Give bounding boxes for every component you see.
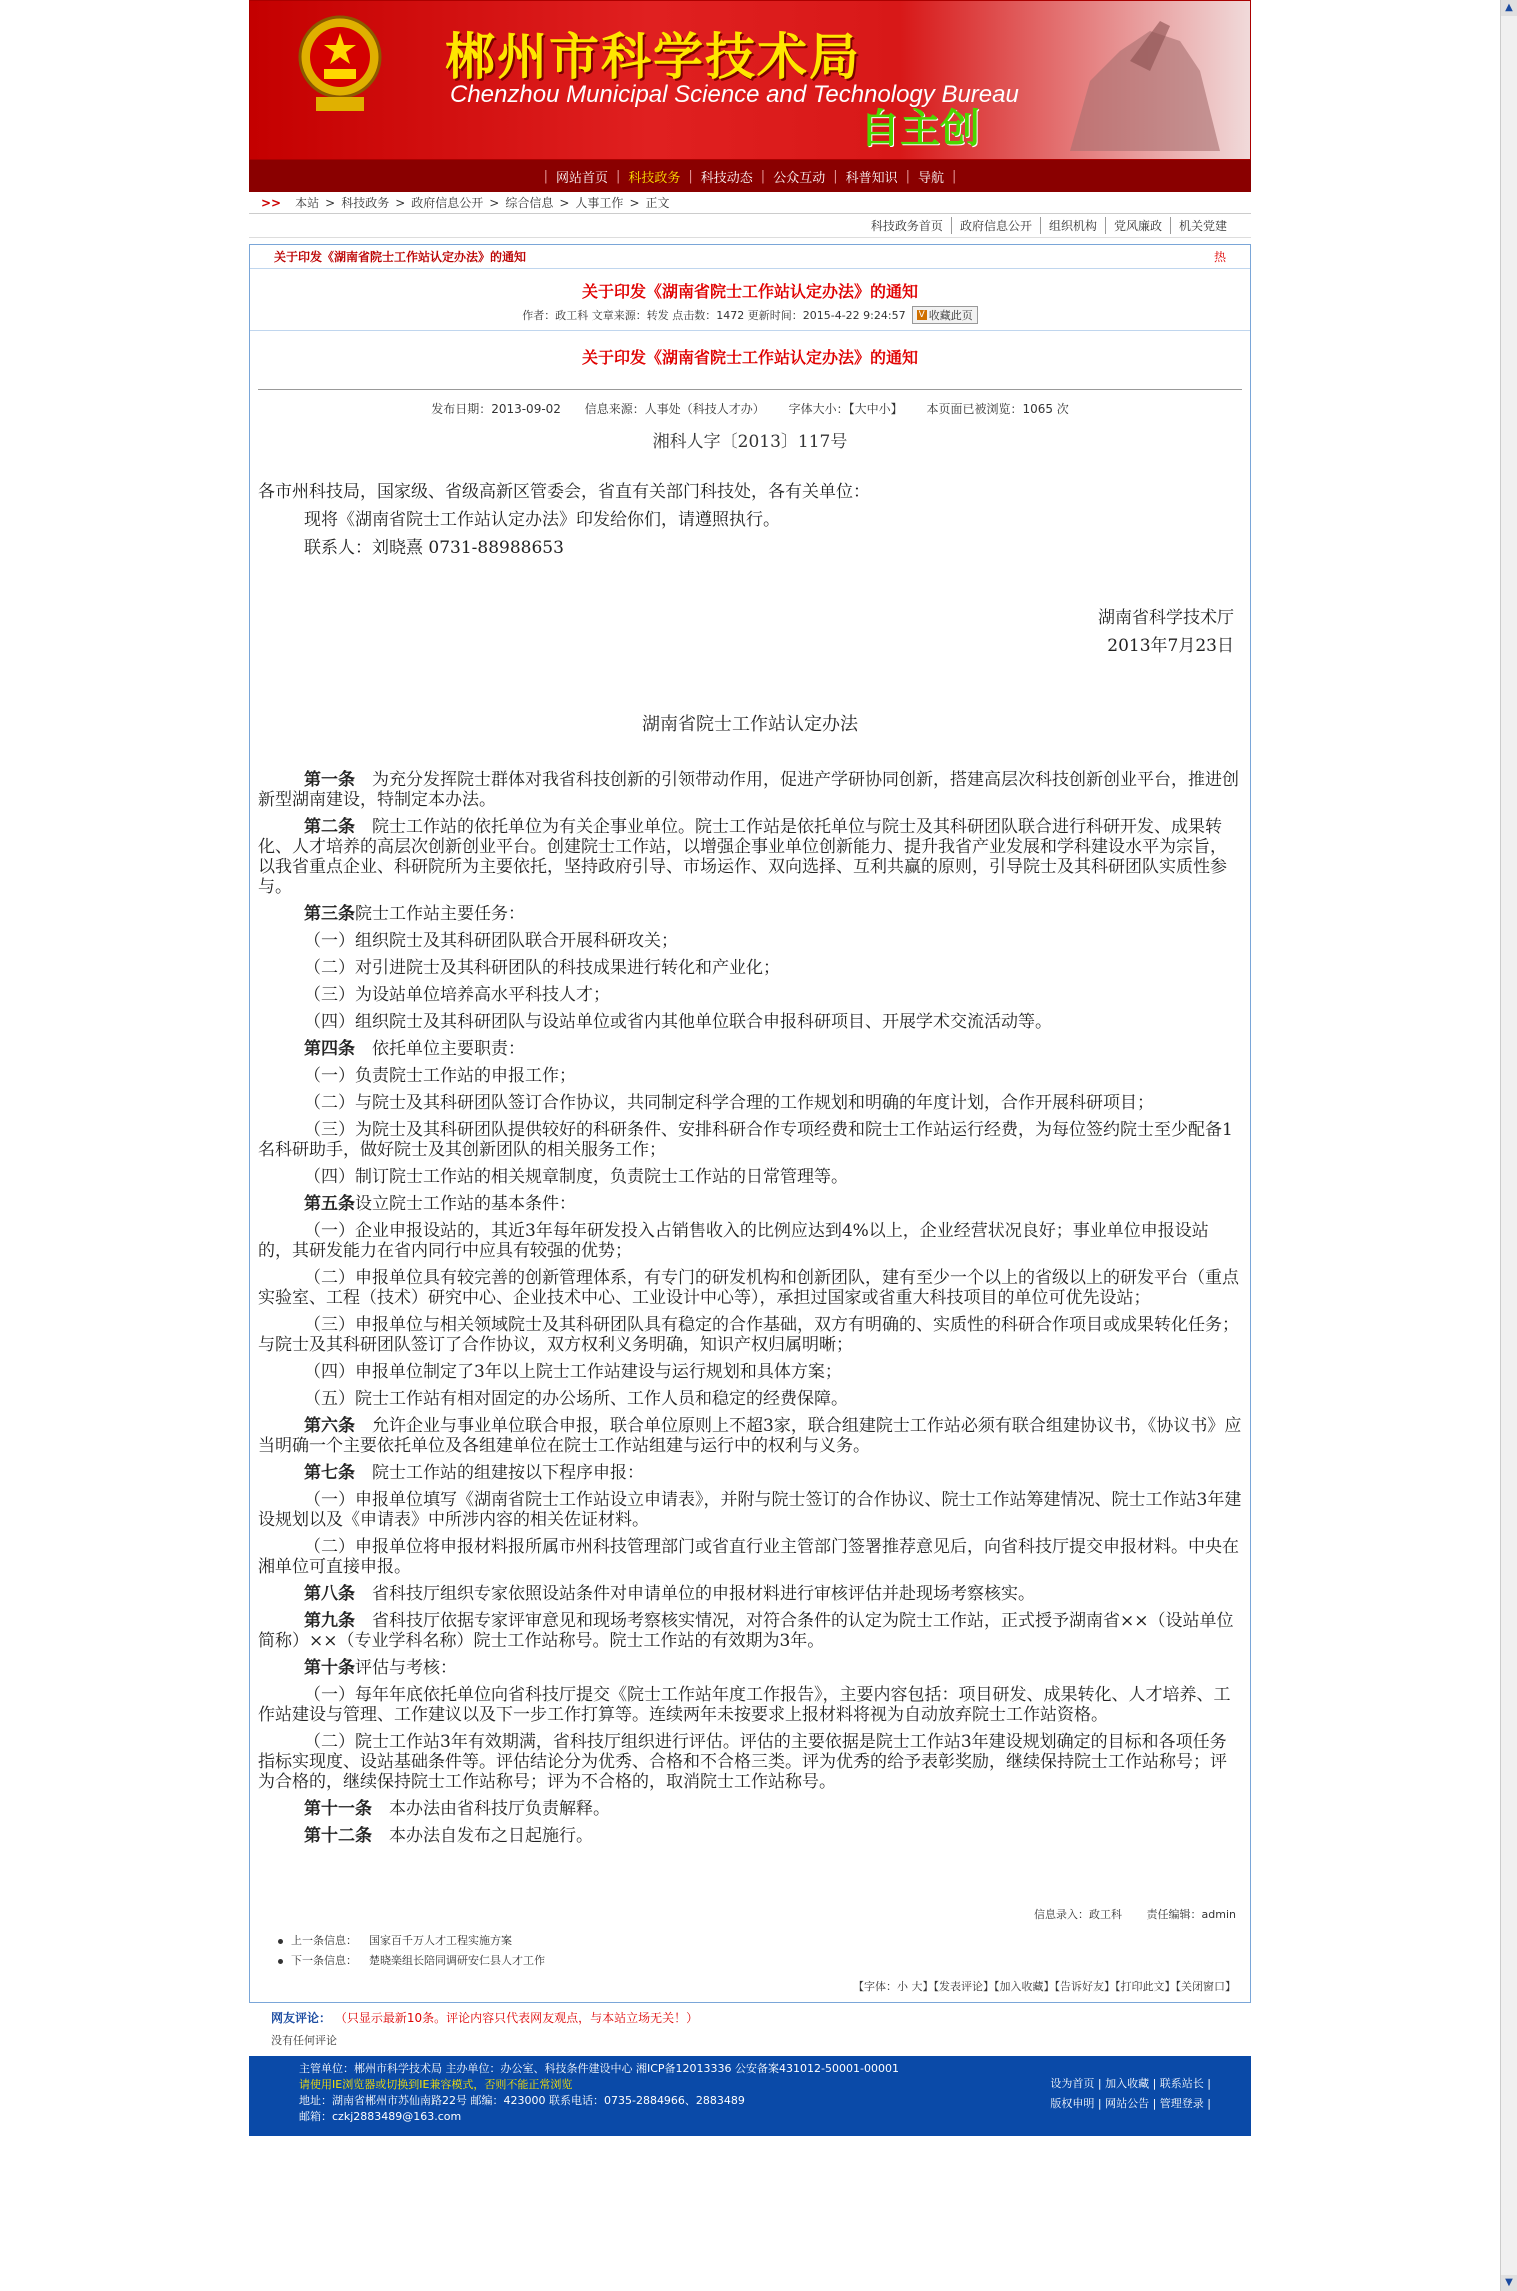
- statue-image: [1010, 1, 1250, 160]
- site-banner: [249, 0, 1251, 160]
- info-source: 信息来源：人事处（科技人才办）: [584, 402, 765, 416]
- article-text: 允许企业与事业单位联合申报，联合单位原则上不超3家，联合组建院士工作站必须有联合组建协议书，《协议书》应当明确一个主要依托单位及各组建单位在院士工作站组建与运行中的权利与义务。: [258, 1416, 1242, 1456]
- regulation-paragraph: [258, 1268, 1242, 1308]
- regulation-paragraph: [258, 958, 1242, 978]
- view-count: 本页面已被浏览：1065 次: [926, 402, 1069, 416]
- article-heading: 第二条: [304, 817, 355, 837]
- breadcrumb-item[interactable]: 人事工作: [575, 196, 624, 210]
- next-link[interactable]: 楚晓楽组长陪同调研安仁县人才工作: [369, 1954, 545, 1967]
- article-text: （二）申报单位将申报材料报所属市州科技管理部门或省直行业主管部门签署推荐意见后，向省科技厅提交申报材料。中央在湘单位可直接申报。: [258, 1537, 1239, 1577]
- breadcrumb-current: 正文: [645, 196, 670, 210]
- regulation-paragraph: [258, 1537, 1242, 1577]
- slogan-text: 自主创: [860, 106, 980, 152]
- addressee: 各市州科技局，国家级、省级高新区管委会，省直有关部门科技处，各有关单位：: [258, 482, 870, 502]
- nav-item-guide[interactable]: 导航: [918, 170, 945, 186]
- breadcrumb-item[interactable]: 科技政务: [341, 196, 390, 210]
- national-emblem-icon: [298, 13, 382, 117]
- article-heading: 第三条: [304, 904, 355, 924]
- article-text: 院士工作站主要任务：: [355, 904, 525, 924]
- subnav-item[interactable]: 机关党建: [1170, 217, 1235, 234]
- regulation-title: 湖南省院士工作站认定办法: [642, 714, 858, 735]
- subnav-item[interactable]: 政府信息公开: [951, 217, 1040, 234]
- footer-links-row[interactable]: 设为首页 | 加入收藏 | 联系站长 |: [1050, 2077, 1211, 2090]
- breadcrumb-item[interactable]: 综合信息: [505, 196, 554, 210]
- article-meta: [250, 306, 1250, 324]
- article-heading: 第十条: [304, 1658, 355, 1678]
- regulation-paragraph: [258, 1658, 1242, 1678]
- article-text: （四）制订院士工作站的相关规章制度，负责院士工作站的日常管理等。: [304, 1167, 848, 1187]
- issue-date: 2013年7月23日: [1107, 636, 1234, 656]
- article-heading: 第十一条: [304, 1799, 372, 1819]
- article-text: （一）负责院士工作站的申报工作；: [304, 1066, 576, 1086]
- footer-address: 地址：湖南省郴州市苏仙南路22号 邮编：423000 联系电话：0735-2884966、2883489: [299, 2094, 745, 2107]
- nav-item-news[interactable]: 科技动态: [700, 170, 753, 186]
- regulation-paragraph: [258, 1039, 1242, 1059]
- article-text: 为充分发挥院士群体对我省科技创新的引领带动作用，促进产学研协同创新，搭建高层次科技创新创业平台，推进创新型湖南建设，特制定本办法。: [258, 770, 1239, 810]
- regulation-paragraph: [258, 1167, 1242, 1187]
- nav-item-knowledge[interactable]: 科普知识: [845, 170, 898, 186]
- regulation-paragraph: [258, 1315, 1242, 1355]
- footer-links: [1050, 2074, 1211, 2114]
- footer-email: 邮箱：czkj2883489@163.com: [299, 2110, 462, 2123]
- regulation-paragraph: [258, 1389, 1242, 1409]
- article-text: （五）院士工作站有相对固定的办公场所、工作人员和稳定的经费保障。: [304, 1389, 848, 1409]
- box-title: 关于印发《湖南省院士工作站认定办法》的通知: [274, 250, 527, 264]
- regulation-paragraph: [258, 770, 1242, 810]
- article-text: 本办法由省科技厅负责解释。: [372, 1799, 610, 1819]
- article-heading: 第十二条: [304, 1826, 372, 1846]
- nav-item-interaction[interactable]: 公众互动: [773, 170, 826, 186]
- subnav-item[interactable]: 科技政务首页: [870, 219, 943, 233]
- scroll-up-icon[interactable]: ▲: [1501, 0, 1517, 16]
- comments-note: （只显示最新10条。评论内容只代表网友观点，与本站立场无关！）: [334, 2011, 699, 2025]
- regulation-paragraph: [258, 1732, 1242, 1792]
- article-heading: 第九条: [304, 1611, 355, 1631]
- contact-line: 联系人：刘晓熹 0731-88988653: [304, 538, 564, 558]
- hot-badge: 热: [1213, 250, 1226, 264]
- regulation-articles: [258, 770, 1242, 1846]
- regulation-paragraph: [258, 1416, 1242, 1456]
- article-text: （四）申报单位制定了3年以上院士工作站建设与运行规划和具体方案；: [304, 1362, 842, 1382]
- article-text: （二）与院士及其科研团队签订合作协议，共同制定科学合理的工作规划和明确的年度计划，合作开展科研项目；: [304, 1093, 1154, 1113]
- site-title-english: Chenzhou Municipal Science and Technology Bureau: [450, 81, 1019, 108]
- breadcrumb-item[interactable]: 政府信息公开: [411, 196, 484, 210]
- editor-info: [258, 1906, 1242, 1922]
- regulation-paragraph: [258, 1221, 1242, 1261]
- article-text: 本办法自发布之日起施行。: [372, 1826, 593, 1846]
- article-meta-text: 作者：政工科 文章来源：转发 点击数：1472 更新时间：2015-4-22 9:24:57: [522, 309, 906, 322]
- nav-item-gov[interactable]: 科技政务: [628, 170, 681, 186]
- regulation-paragraph: [258, 1490, 1242, 1530]
- vertical-scrollbar[interactable]: [1500, 0, 1517, 2291]
- regulation-paragraph: [258, 1799, 1242, 1819]
- prev-next-links: [258, 1932, 1242, 1968]
- article-text: 院士工作站的依托单位为有关企事业单位。院士工作站是依托单位与院士及其科研团队联合进行科研开发、成果转化、人才培养的高层次创新创业平台。创建院士工作站，以增强企事业单位创新能力、提升我省产业发展和学科建设水平为宗旨，以我省重点企业、科研院所为主要依托，坚持政府引导、市场运作、双向选择、互利共赢的原则，引导院士及其科研团队实质性参与。: [258, 817, 1227, 897]
- nav-item-home[interactable]: 网站首页: [555, 170, 608, 186]
- site-footer: [249, 2056, 1251, 2136]
- issuer: 湖南省科学技术厅: [1098, 608, 1234, 628]
- article-heading: 第八条: [304, 1584, 355, 1604]
- favorite-icon: V: [918, 310, 925, 320]
- article-content: [250, 345, 1250, 2002]
- article-text: 省科技厅依据专家评审意见和现场考察核实情况，对符合条件的认定为院士工作站，正式授予湖南省××（设站单位简称）××（专业学科名称）院士工作站称号。院士工作站的有效期为3年。: [258, 1611, 1234, 1651]
- bullet-icon: [278, 1959, 283, 1964]
- breadcrumb-arrow-icon: >>: [261, 195, 282, 210]
- regulation-paragraph: [258, 904, 1242, 924]
- footer-warning: 请使用IE浏览器或切换到IE兼容模式，否则不能正常浏览: [299, 2078, 573, 2091]
- editor-by: 责任编辑：admin: [1146, 1908, 1236, 1921]
- favorite-label: 收藏此页: [928, 309, 973, 322]
- footer-line: 主管单位：郴州市科学技术局 主办单位：办公室、科技条件建设中心 湘ICP备12013336 公安备案431012-50001-00001: [299, 2062, 899, 2075]
- article-box: [249, 244, 1251, 2003]
- regulation-paragraph: [258, 1093, 1242, 1113]
- subnav-item[interactable]: 组织机构: [1040, 217, 1105, 234]
- regulation-paragraph: [258, 1611, 1242, 1651]
- subnav-item[interactable]: 党风廉政: [1105, 217, 1170, 234]
- bullet-icon: [278, 1939, 283, 1944]
- regulation-paragraph: [258, 1584, 1242, 1604]
- article-text: （一）组织院士及其科研团队联合开展科研攻关；: [304, 931, 678, 951]
- article-text: 依托单位主要职责：: [355, 1039, 525, 1059]
- article-text: （三）申报单位与相关领域院士及其科研团队具有稳定的合作基础，双方有明确的、实质性的科研合作项目或成果转化任务；与院士及其科研团队签订了合作协议，双方权利义务明确，知识产权归属明晰；: [258, 1315, 1239, 1355]
- prev-link[interactable]: 国家百千万人才工程实施方案: [369, 1934, 512, 1947]
- article-text: （二）院士工作站3年有效期满，省科技厅组织进行评估。评估的主要依据是院士工作站3年建设规划确定的目标和各项任务指标实现度、设站基础条件等。评估结论分为优秀、合格和不合格三类。评为优秀的给予表彰奖励，继续保持院士工作站称号；评为合格的，继续保持院士工作站称号；评为不合格的，取消院士工作站称号。: [258, 1732, 1227, 1792]
- document-number: 湘科人字〔2013〕117号: [652, 432, 848, 452]
- article-text: 设立院士工作站的基本条件：: [355, 1194, 576, 1214]
- comments-title: 网友评论：: [271, 2011, 332, 2025]
- article-text: （一）企业申报设站的，其近3年每年研发投入占销售收入的比例应达到4%以上，企业经营状况良好；事业单位申报设站的，其研发能力在省内同行中应具有较强的优势；: [258, 1221, 1209, 1261]
- regulation-paragraph: [258, 1826, 1242, 1846]
- article-heading: 第七条: [304, 1463, 355, 1483]
- regulation-paragraph: [258, 1194, 1242, 1214]
- article-text: （二）对引进院士及其科研团队的科技成果进行转化和产业化；: [304, 958, 780, 978]
- next-label: 下一条信息：: [291, 1954, 357, 1967]
- divider: [258, 389, 1242, 390]
- article-heading: 第五条: [304, 1194, 355, 1214]
- breadcrumb: >> 本站 > 科技政务 > 政府信息公开 > 综合信息 > 人事工作 > 正文: [249, 192, 1251, 214]
- main-nav: | 网站首页 | 科技政务 | 科技动态 | 公众互动 | 科普知识 | 导航 |: [249, 160, 1251, 192]
- regulation-paragraph: [258, 1120, 1242, 1160]
- regulation-paragraph: [258, 1685, 1242, 1725]
- scroll-down-icon[interactable]: ▼: [1501, 2275, 1517, 2291]
- article-text: 院士工作站的组建按以下程序申报：: [355, 1463, 644, 1483]
- article-heading: 第四条: [304, 1039, 355, 1059]
- article-text: 省科技厅组织专家依照设站条件对申请单位的申报材料进行审核评估并赴现场考察核实。: [355, 1584, 1035, 1604]
- regulation-paragraph: [258, 985, 1242, 1005]
- sub-nav: [249, 214, 1251, 238]
- article-title-secondary: 关于印发《湖南省院士工作站认定办法》的通知: [581, 348, 918, 367]
- article-box-titlebar: [250, 245, 1250, 269]
- favorite-button[interactable]: [912, 306, 978, 324]
- article-text: （四）组织院士及其科研团队与设站单位或省内其他单位联合申报科研项目、开展学术交流活动等。: [304, 1012, 1052, 1032]
- regulation-paragraph: [258, 817, 1242, 897]
- body-paragraph: 现将《湖南省院士工作站认定办法》印发给你们，请遵照执行。: [304, 510, 780, 530]
- article-text: 评估与考核：: [355, 1658, 457, 1678]
- article-text: （一）每年年底依托单位向省科技厅提交《院士工作站年度工作报告》，主要内容包括：项目研发、成果转化、人才培养、工作站建设与管理、工作建议以及下一步工作打算等。连续两年未按要求上报材料将视为自动放弃院士工作站资格。: [258, 1685, 1231, 1725]
- article-text: （三）为设站单位培养高水平科技人才；: [304, 985, 610, 1005]
- entry-by: 信息录入：政工科: [1034, 1908, 1123, 1921]
- prev-label: 上一条信息：: [291, 1934, 357, 1947]
- site-title: 郴州市科学技术局: [445, 28, 861, 86]
- no-comments: 没有任何评论: [271, 2034, 337, 2047]
- article-heading: 第六条: [304, 1416, 355, 1436]
- font-size-control[interactable]: 字体大小：【大中小】: [788, 402, 903, 416]
- breadcrumb-item[interactable]: 本站: [295, 196, 320, 210]
- article-text: （一）申报单位填写《湖南省院士工作站设立申请表》，并附与院士签订的合作协议、院士工作站筹建情况、院士工作站3年建设规划以及《申请表》中所涉内容的相关佐证材料。: [258, 1490, 1242, 1530]
- regulation-paragraph: [258, 1362, 1242, 1382]
- article-heading: 第一条: [304, 770, 355, 790]
- page: [249, 0, 1251, 2136]
- article-header: [250, 269, 1250, 331]
- regulation-paragraph: [258, 1463, 1242, 1483]
- article-text: （二）申报单位具有较完善的创新管理体系，有专门的研发机构和创新团队，建有至少一个以上的省级以上的研发平台（重点实验室、工程（技术）研究中心、企业技术中心、工业设计中心等），承担过国家或省重大科技项目的单位可优先设站；: [258, 1268, 1239, 1308]
- regulation-paragraph: [258, 931, 1242, 951]
- regulation-paragraph: [258, 1066, 1242, 1086]
- publish-date: 发布日期：2013-09-02: [431, 402, 561, 416]
- comments-header: [249, 2009, 1251, 2026]
- article-text: （三）为院士及其科研团队提供较好的科研条件、安排科研合作专项经费和院士工作站运行经费，为每位签约院士至少配备1名科研助手，做好院士及其创新团队的相关服务工作；: [258, 1120, 1233, 1160]
- footer-links-row[interactable]: 版权申明 | 网站公告 | 管理登录 |: [1050, 2097, 1211, 2110]
- article-info: [258, 400, 1242, 417]
- article-tools[interactable]: 【字体：小 大】【发表评论】【加入收藏】【告诉好友】【打印此文】【关闭窗口】: [853, 1980, 1236, 1993]
- article-title: 关于印发《湖南省院士工作站认定办法》的通知: [581, 282, 918, 301]
- regulation-paragraph: [258, 1012, 1242, 1032]
